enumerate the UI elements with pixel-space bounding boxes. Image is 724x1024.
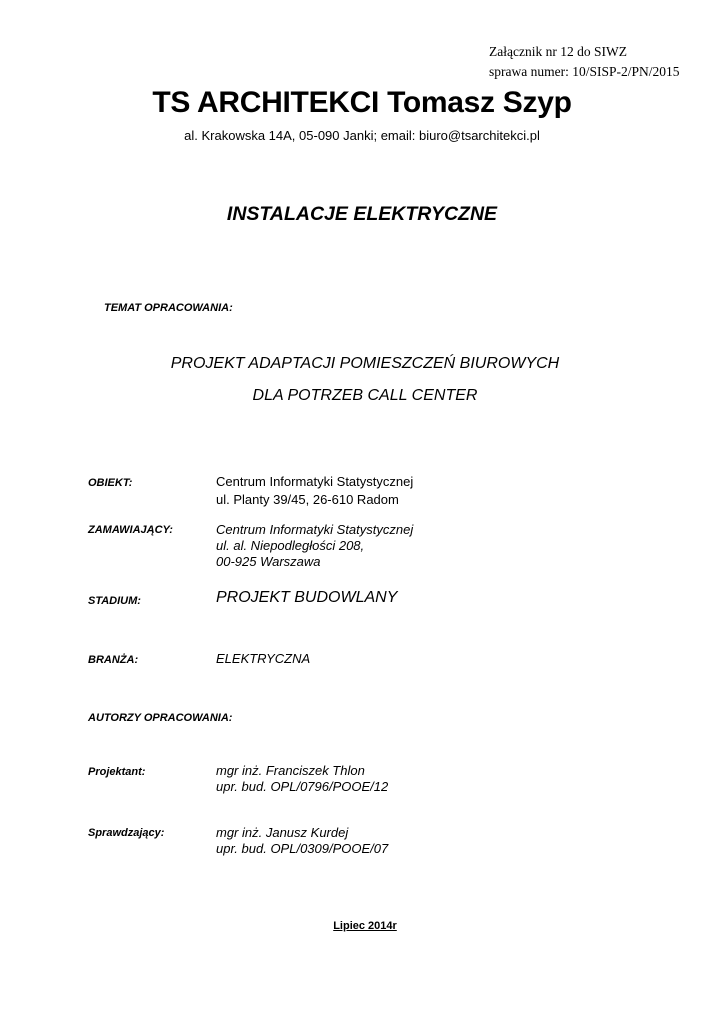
case-number: sprawa numer: 10/SISP-2/PN/2015 bbox=[489, 64, 680, 79]
stage-value: PROJEKT BUDOWLANY bbox=[216, 589, 398, 606]
checker-name: mgr inż. Janusz Kurdej bbox=[216, 825, 349, 840]
designer-name: mgr inż. Franciszek Thlon bbox=[216, 763, 365, 778]
designer-label: Projektant: bbox=[88, 766, 146, 778]
client-city: 00-925 Warszawa bbox=[216, 554, 321, 569]
topic-line-1: PROJEKT ADAPTACJI POMIESZCZEŃ BIUROWYCH bbox=[170, 355, 560, 372]
attachment-note: Załącznik nr 12 do SIWZ bbox=[489, 44, 627, 59]
branch-value: ELEKTRYCZNA bbox=[216, 651, 311, 666]
checker-label: Sprawdzający: bbox=[88, 827, 165, 839]
company-name: TS ARCHITEKCI Tomasz Szyp bbox=[152, 86, 572, 119]
topic-line-2: DLA POTRZEB CALL CENTER bbox=[252, 387, 478, 404]
company-address: al. Krakowska 14A, 05-090 Janki; email: biuro@tsarchitekci.pl bbox=[184, 128, 540, 143]
topic-label: TEMAT OPRACOWANIA: bbox=[104, 302, 233, 314]
client-street: ul. al. Niepodległości 208, bbox=[216, 538, 365, 553]
client-name: Centrum Informatyki Statystycznej bbox=[216, 522, 414, 537]
branch-label: BRANŻA: bbox=[88, 654, 139, 666]
checker-license: upr. bud. OPL/0309/POOE/07 bbox=[216, 841, 389, 856]
client-label: ZAMAWIAJĄCY: bbox=[88, 524, 173, 536]
document-date: Lipiec 2014r bbox=[333, 920, 397, 932]
object-label: OBIEKT: bbox=[88, 477, 133, 489]
authors-label: AUTORZY OPRACOWANIA: bbox=[88, 712, 233, 724]
object-address: ul. Planty 39/45, 26-610 Radom bbox=[216, 492, 399, 507]
section-title: INSTALACJE ELEKTRYCZNE bbox=[226, 203, 498, 225]
stage-label: STADIUM: bbox=[88, 595, 141, 607]
object-name: Centrum Informatyki Statystycznej bbox=[216, 474, 414, 489]
designer-license: upr. bud. OPL/0796/POOE/12 bbox=[216, 779, 389, 794]
